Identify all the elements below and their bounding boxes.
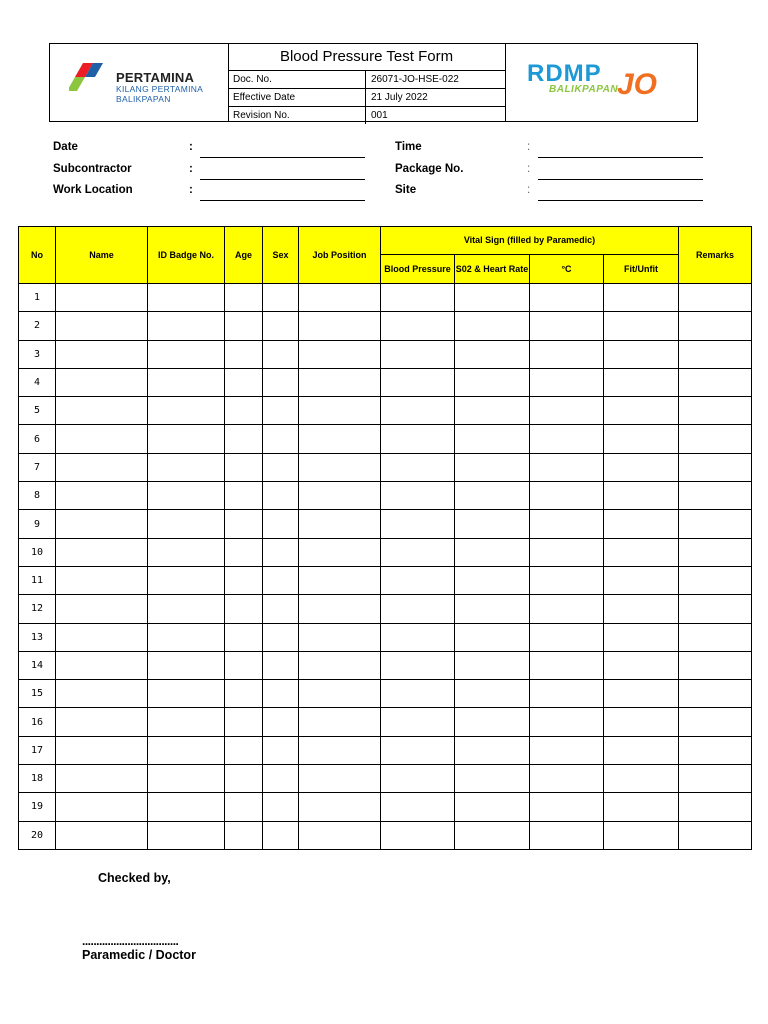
job-position-cell[interactable] [299, 538, 381, 566]
blood-pressure-cell[interactable] [381, 821, 455, 849]
sex-cell[interactable] [263, 340, 299, 368]
name-cell[interactable] [56, 312, 148, 340]
temperature-cell[interactable] [530, 566, 604, 594]
pertamina-logo [50, 44, 229, 121]
fit-unfit-cell[interactable] [604, 284, 679, 312]
fit-unfit-cell[interactable] [604, 651, 679, 679]
job-position-cell[interactable] [299, 566, 381, 594]
name-cell[interactable] [56, 708, 148, 736]
blood-pressure-cell[interactable] [381, 708, 455, 736]
so2-heart-rate-cell[interactable] [455, 793, 530, 821]
blood-pressure-cell[interactable] [381, 482, 455, 510]
job-position-cell[interactable] [299, 651, 381, 679]
remarks-cell[interactable] [679, 595, 752, 623]
so2-heart-rate-cell[interactable] [455, 623, 530, 651]
work-location-label: Work Location [53, 184, 133, 196]
signature-line[interactable]: .................................. [82, 934, 179, 948]
name-cell[interactable] [56, 765, 148, 793]
package-no-colon: : [527, 163, 531, 175]
id-badge-cell[interactable] [148, 510, 225, 538]
pertamina-subtitle [116, 85, 203, 104]
age-cell[interactable] [225, 651, 263, 679]
sex-cell[interactable] [263, 538, 299, 566]
table-row [19, 425, 752, 453]
id-badge-cell[interactable] [148, 736, 225, 764]
blood-pressure-cell[interactable] [381, 651, 455, 679]
temperature-cell[interactable] [530, 538, 604, 566]
id-badge-cell[interactable] [148, 708, 225, 736]
so2-heart-rate-cell[interactable] [455, 765, 530, 793]
sex-cell[interactable] [263, 736, 299, 764]
job-position-cell[interactable] [299, 765, 381, 793]
remarks-cell[interactable] [679, 736, 752, 764]
fit-unfit-cell[interactable] [604, 312, 679, 340]
so2-heart-rate-cell[interactable] [455, 284, 530, 312]
row-number: 19 [19, 793, 56, 821]
temperature-cell[interactable] [530, 453, 604, 481]
table-row [19, 821, 752, 849]
table-row [19, 623, 752, 651]
work-location-field[interactable] [200, 200, 365, 201]
blood-pressure-cell[interactable] [381, 397, 455, 425]
time-field[interactable] [538, 157, 703, 158]
sex-cell[interactable] [263, 510, 299, 538]
name-cell[interactable] [56, 566, 148, 594]
sex-cell[interactable] [263, 821, 299, 849]
so2-heart-rate-cell[interactable] [455, 651, 530, 679]
name-cell[interactable] [56, 425, 148, 453]
col-header-blood-pressure: Blood Pressure [381, 255, 455, 284]
temperature-cell[interactable] [530, 312, 604, 340]
age-cell[interactable] [225, 538, 263, 566]
blood-pressure-cell[interactable] [381, 736, 455, 764]
temperature-cell[interactable] [530, 595, 604, 623]
name-cell[interactable] [56, 595, 148, 623]
fit-unfit-cell[interactable] [604, 595, 679, 623]
fit-unfit-cell[interactable] [604, 397, 679, 425]
age-cell[interactable] [225, 397, 263, 425]
age-cell[interactable] [225, 708, 263, 736]
table-row [19, 736, 752, 764]
remarks-cell[interactable] [679, 680, 752, 708]
remarks-cell[interactable] [679, 482, 752, 510]
row-number: 12 [19, 595, 56, 623]
sex-cell[interactable] [263, 651, 299, 679]
fit-unfit-cell[interactable] [604, 623, 679, 651]
remarks-cell[interactable] [679, 651, 752, 679]
so2-heart-rate-cell[interactable] [455, 736, 530, 764]
remarks-cell[interactable] [679, 821, 752, 849]
temperature-cell[interactable] [530, 340, 604, 368]
remarks-cell[interactable] [679, 708, 752, 736]
remarks-cell[interactable] [679, 284, 752, 312]
blood-pressure-cell[interactable] [381, 284, 455, 312]
id-badge-cell[interactable] [148, 482, 225, 510]
table-row [19, 397, 752, 425]
age-cell[interactable] [225, 793, 263, 821]
col-header-temperature: °C [530, 255, 604, 284]
col-header-name: Name [56, 227, 148, 284]
signer-role: Paramedic / Doctor [82, 948, 196, 962]
fit-unfit-cell[interactable] [604, 425, 679, 453]
row-number: 16 [19, 708, 56, 736]
job-position-cell[interactable] [299, 510, 381, 538]
job-position-cell[interactable] [299, 708, 381, 736]
id-badge-cell[interactable] [148, 623, 225, 651]
age-cell[interactable] [225, 566, 263, 594]
temperature-cell[interactable] [530, 708, 604, 736]
fit-unfit-cell[interactable] [604, 510, 679, 538]
name-cell[interactable] [56, 651, 148, 679]
so2-heart-rate-cell[interactable] [455, 821, 530, 849]
sex-cell[interactable] [263, 595, 299, 623]
sex-cell[interactable] [263, 765, 299, 793]
site-label: Site [395, 184, 417, 196]
fit-unfit-cell[interactable] [604, 482, 679, 510]
id-badge-cell[interactable] [148, 680, 225, 708]
time-colon: : [527, 141, 531, 153]
so2-heart-rate-cell[interactable] [455, 453, 530, 481]
age-cell[interactable] [225, 368, 263, 396]
name-cell[interactable] [56, 623, 148, 651]
name-cell[interactable] [56, 368, 148, 396]
blood-pressure-cell[interactable] [381, 368, 455, 396]
row-number: 18 [19, 765, 56, 793]
id-badge-cell[interactable] [148, 340, 225, 368]
fit-unfit-cell[interactable] [604, 340, 679, 368]
form-header [49, 43, 698, 122]
id-badge-cell[interactable] [148, 566, 225, 594]
age-cell[interactable] [225, 765, 263, 793]
so2-heart-rate-cell[interactable] [455, 566, 530, 594]
row-number: 7 [19, 453, 56, 481]
id-badge-cell[interactable] [148, 595, 225, 623]
site-field[interactable] [538, 200, 703, 201]
age-cell[interactable] [225, 736, 263, 764]
meta-value: 21 July 2022 [371, 92, 428, 103]
col-header-so2-heart-rate: S02 & Heart Rate [455, 255, 530, 284]
table-row [19, 566, 752, 594]
row-number: 15 [19, 680, 56, 708]
temperature-cell[interactable] [530, 651, 604, 679]
blood-pressure-cell[interactable] [381, 793, 455, 821]
fit-unfit-cell[interactable] [604, 566, 679, 594]
age-cell[interactable] [225, 425, 263, 453]
blood-pressure-cell[interactable] [381, 566, 455, 594]
so2-heart-rate-cell[interactable] [455, 538, 530, 566]
so2-heart-rate-cell[interactable] [455, 368, 530, 396]
table-row [19, 312, 752, 340]
subcontractor-label: Subcontractor [53, 163, 132, 175]
sex-cell[interactable] [263, 793, 299, 821]
name-cell[interactable] [56, 538, 148, 566]
row-number: 11 [19, 566, 56, 594]
id-badge-cell[interactable] [148, 425, 225, 453]
age-cell[interactable] [225, 680, 263, 708]
table-row [19, 538, 752, 566]
id-badge-cell[interactable] [148, 397, 225, 425]
row-number: 1 [19, 284, 56, 312]
sex-cell[interactable] [263, 680, 299, 708]
rdmp-subtext: BALIKPAPAN [549, 84, 619, 95]
remarks-cell[interactable] [679, 397, 752, 425]
blood-pressure-cell[interactable] [381, 680, 455, 708]
blood-pressure-cell[interactable] [381, 765, 455, 793]
id-badge-cell[interactable] [148, 368, 225, 396]
meta-value: 001 [371, 110, 388, 121]
job-position-cell[interactable] [299, 482, 381, 510]
row-number: 9 [19, 510, 56, 538]
meta-value: 26071-JO-HSE-022 [371, 74, 459, 85]
job-position-cell[interactable] [299, 368, 381, 396]
so2-heart-rate-cell[interactable] [455, 482, 530, 510]
so2-heart-rate-cell[interactable] [455, 510, 530, 538]
so2-heart-rate-cell[interactable] [455, 595, 530, 623]
so2-heart-rate-cell[interactable] [455, 340, 530, 368]
temperature-cell[interactable] [530, 765, 604, 793]
pertamina-mark-icon [69, 61, 113, 95]
blood-pressure-cell[interactable] [381, 595, 455, 623]
fit-unfit-cell[interactable] [604, 708, 679, 736]
remarks-cell[interactable] [679, 538, 752, 566]
name-cell[interactable] [56, 793, 148, 821]
rdmp-jo-logo [505, 44, 697, 121]
name-cell[interactable] [56, 736, 148, 764]
row-number: 2 [19, 312, 56, 340]
remarks-cell[interactable] [679, 510, 752, 538]
remarks-cell[interactable] [679, 566, 752, 594]
temperature-cell[interactable] [530, 368, 604, 396]
time-label: Time [395, 141, 422, 153]
id-badge-cell[interactable] [148, 651, 225, 679]
temperature-cell[interactable] [530, 736, 604, 764]
blood-pressure-cell[interactable] [381, 340, 455, 368]
meta-row-revision [228, 107, 505, 124]
table-row [19, 453, 752, 481]
table-row [19, 482, 752, 510]
sex-cell[interactable] [263, 397, 299, 425]
remarks-cell[interactable] [679, 368, 752, 396]
blood-pressure-table [18, 226, 752, 850]
job-position-cell[interactable] [299, 680, 381, 708]
age-cell[interactable] [225, 284, 263, 312]
fit-unfit-cell[interactable] [604, 793, 679, 821]
remarks-cell[interactable] [679, 425, 752, 453]
form-title: Blood Pressure Test Form [228, 44, 505, 71]
sex-cell[interactable] [263, 425, 299, 453]
sex-cell[interactable] [263, 482, 299, 510]
col-header-job-position: Job Position [299, 227, 381, 284]
col-header-age: Age [225, 227, 263, 284]
temperature-cell[interactable] [530, 623, 604, 651]
so2-heart-rate-cell[interactable] [455, 397, 530, 425]
site-colon: : [527, 184, 531, 196]
id-badge-cell[interactable] [148, 821, 225, 849]
table-row [19, 651, 752, 679]
row-number: 14 [19, 651, 56, 679]
col-header-remarks: Remarks [679, 227, 752, 284]
meta-row-effective-date [228, 89, 505, 107]
remarks-cell[interactable] [679, 312, 752, 340]
table-row [19, 680, 752, 708]
fit-unfit-cell[interactable] [604, 680, 679, 708]
name-cell[interactable] [56, 482, 148, 510]
age-cell[interactable] [225, 595, 263, 623]
so2-heart-rate-cell[interactable] [455, 680, 530, 708]
remarks-cell[interactable] [679, 793, 752, 821]
date-field[interactable] [200, 157, 365, 158]
table-row [19, 793, 752, 821]
job-position-cell[interactable] [299, 340, 381, 368]
subcontractor-field[interactable] [200, 179, 365, 180]
age-cell[interactable] [225, 623, 263, 651]
row-number: 20 [19, 821, 56, 849]
blood-pressure-cell[interactable] [381, 623, 455, 651]
pertamina-name: PERTAMINA [116, 70, 195, 85]
age-cell[interactable] [225, 340, 263, 368]
fit-unfit-cell[interactable] [604, 765, 679, 793]
job-position-cell[interactable] [299, 736, 381, 764]
name-cell[interactable] [56, 340, 148, 368]
age-cell[interactable] [225, 453, 263, 481]
job-position-cell[interactable] [299, 312, 381, 340]
row-number: 4 [19, 368, 56, 396]
name-cell[interactable] [56, 453, 148, 481]
temperature-cell[interactable] [530, 821, 604, 849]
form-title-block [228, 44, 506, 121]
fit-unfit-cell[interactable] [604, 538, 679, 566]
pertamina-sub-line1: KILANG PERTAMINA [116, 84, 204, 94]
rdmp-jo-text: JO [617, 68, 658, 101]
pertamina-sub-line2: BALIKPAPAN [116, 93, 171, 104]
job-position-cell[interactable] [299, 821, 381, 849]
row-number: 10 [19, 538, 56, 566]
id-badge-cell[interactable] [148, 538, 225, 566]
temperature-cell[interactable] [530, 397, 604, 425]
job-position-cell[interactable] [299, 623, 381, 651]
sex-cell[interactable] [263, 566, 299, 594]
sex-cell[interactable] [263, 623, 299, 651]
col-header-vital-sign: Vital Sign (filled by Paramedic) [381, 227, 679, 255]
table-row [19, 340, 752, 368]
remarks-cell[interactable] [679, 765, 752, 793]
row-number: 6 [19, 425, 56, 453]
id-badge-cell[interactable] [148, 765, 225, 793]
age-cell[interactable] [225, 510, 263, 538]
name-cell[interactable] [56, 284, 148, 312]
fit-unfit-cell[interactable] [604, 453, 679, 481]
package-no-field[interactable] [538, 179, 703, 180]
row-number: 13 [19, 623, 56, 651]
meta-label: Effective Date [228, 89, 366, 106]
sex-cell[interactable] [263, 453, 299, 481]
blood-pressure-cell[interactable] [381, 312, 455, 340]
job-position-cell[interactable] [299, 397, 381, 425]
age-cell[interactable] [225, 482, 263, 510]
blood-pressure-cell[interactable] [381, 453, 455, 481]
row-number: 8 [19, 482, 56, 510]
row-number: 3 [19, 340, 56, 368]
row-number: 17 [19, 736, 56, 764]
checked-by-label: Checked by, [98, 871, 171, 885]
meta-label: Revision No. [228, 107, 366, 124]
sex-cell[interactable] [263, 284, 299, 312]
sex-cell[interactable] [263, 312, 299, 340]
id-badge-cell[interactable] [148, 793, 225, 821]
name-cell[interactable] [56, 821, 148, 849]
meta-row-doc-no [228, 71, 505, 89]
so2-heart-rate-cell[interactable] [455, 425, 530, 453]
table-row [19, 510, 752, 538]
col-header-sex: Sex [263, 227, 299, 284]
temperature-cell[interactable] [530, 680, 604, 708]
fit-unfit-cell[interactable] [604, 736, 679, 764]
remarks-cell[interactable] [679, 453, 752, 481]
temperature-cell[interactable] [530, 425, 604, 453]
job-position-cell[interactable] [299, 425, 381, 453]
temperature-cell[interactable] [530, 793, 604, 821]
table-row [19, 708, 752, 736]
work-location-colon: : [189, 184, 193, 196]
name-cell[interactable] [56, 510, 148, 538]
blood-pressure-cell[interactable] [381, 538, 455, 566]
table-row [19, 284, 752, 312]
sex-cell[interactable] [263, 708, 299, 736]
temperature-cell[interactable] [530, 482, 604, 510]
table-row [19, 595, 752, 623]
id-badge-cell[interactable] [148, 453, 225, 481]
blood-pressure-cell[interactable] [381, 425, 455, 453]
job-position-cell[interactable] [299, 793, 381, 821]
remarks-cell[interactable] [679, 623, 752, 651]
meta-label: Doc. No. [228, 71, 366, 88]
so2-heart-rate-cell[interactable] [455, 312, 530, 340]
sex-cell[interactable] [263, 368, 299, 396]
name-cell[interactable] [56, 397, 148, 425]
age-cell[interactable] [225, 312, 263, 340]
blood-pressure-cell[interactable] [381, 510, 455, 538]
table-row [19, 765, 752, 793]
col-header-no: No [19, 227, 56, 284]
id-badge-cell[interactable] [148, 284, 225, 312]
job-position-cell[interactable] [299, 595, 381, 623]
package-no-label: Package No. [395, 163, 464, 175]
rdmp-text: RDMP [527, 60, 602, 87]
id-badge-cell[interactable] [148, 312, 225, 340]
temperature-cell[interactable] [530, 510, 604, 538]
row-number: 5 [19, 397, 56, 425]
age-cell[interactable] [225, 821, 263, 849]
date-label: Date [53, 141, 78, 153]
remarks-cell[interactable] [679, 340, 752, 368]
subcontractor-colon: : [189, 163, 193, 175]
job-position-cell[interactable] [299, 284, 381, 312]
so2-heart-rate-cell[interactable] [455, 708, 530, 736]
name-cell[interactable] [56, 680, 148, 708]
date-colon: : [189, 141, 193, 153]
col-header-fit-unfit: Fit/Unfit [604, 255, 679, 284]
fit-unfit-cell[interactable] [604, 821, 679, 849]
temperature-cell[interactable] [530, 284, 604, 312]
col-header-id-badge: ID Badge No. [148, 227, 225, 284]
fit-unfit-cell[interactable] [604, 368, 679, 396]
job-position-cell[interactable] [299, 453, 381, 481]
table-row [19, 368, 752, 396]
